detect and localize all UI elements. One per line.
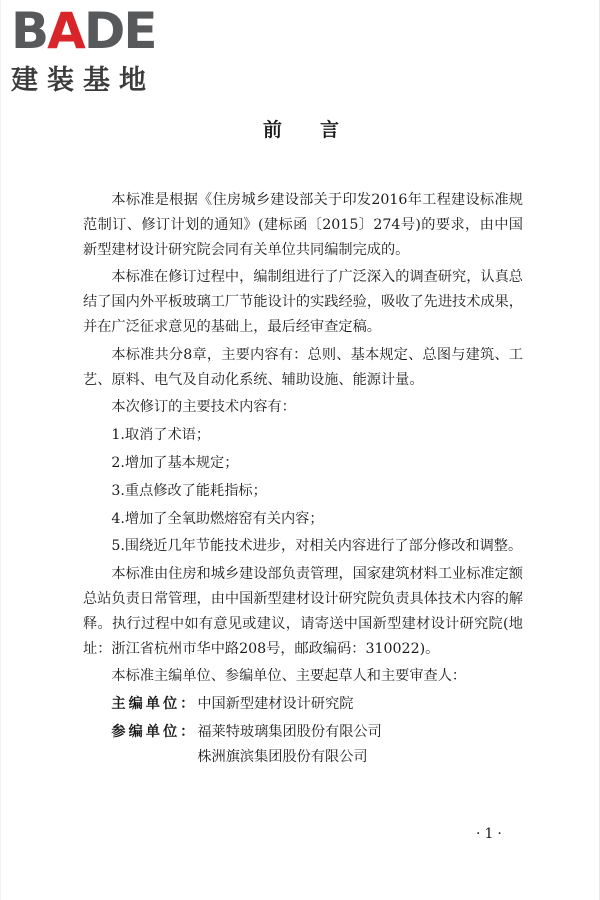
paragraph-process: 本标准在修订过程中，编制组进行了广泛深入的调查研究，认真总结了国内外平板玻璃工厂节能设计的实践经验，吸收了先进技术成果，并在广泛征求意见的基础上，最后经审查定稿。 xyxy=(83,269,523,335)
paragraph-contents: 本标准共分8章，主要内容有：总则、基本规定、总图与建筑、工艺、原料、电气及自动化系统、辅助设施、能源计量。 xyxy=(83,346,523,388)
participating-unit-1: 福莱特玻璃集团股份有限公司 xyxy=(197,723,382,740)
page-number: ·1· xyxy=(476,826,506,842)
logo-mark-accent: A xyxy=(47,2,84,60)
participating-units-values xyxy=(197,720,381,770)
revision-item-5: 5.围绕近几年节能技术进步，对相关内容进行了部分修改和调整。 xyxy=(111,538,523,555)
chief-unit-label: 主编单位： xyxy=(111,696,198,713)
revision-item-3: 3.重点修改了能耗指标； xyxy=(111,482,267,499)
chief-unit-row xyxy=(83,692,523,717)
logo-mark-suffix: DE xyxy=(83,2,156,60)
logo-subtitle: 建装基地 xyxy=(11,65,155,96)
logo-mark xyxy=(11,2,181,60)
revision-item-1: 1.取消了术语； xyxy=(111,427,211,444)
preface-body xyxy=(83,188,523,773)
revision-item-4: 4.增加了全氧助燃熔窑有关内容； xyxy=(111,510,324,527)
chief-unit-name: 中国新型建材设计研究院 xyxy=(197,696,354,713)
participating-units-label: 参编单位： xyxy=(111,723,198,740)
logo-mark-prefix: B xyxy=(11,2,48,60)
chief-unit-values xyxy=(197,692,353,717)
bade-logo xyxy=(11,2,181,97)
page-title: 前言 xyxy=(262,119,377,141)
paragraph-basis: 本标准是根据《住房城乡建设部关于印发2016年工程建设标准规范制订、修订计划的通知》(建标函〔2015〕274号)的要求，由中国新型建材设计研究院会同有关单位共同编制完成的。 xyxy=(83,192,523,258)
paragraph-management: 本标准由住房和城乡建设部负责管理，国家建筑材料工业标准定额总站负责日常管理，由中国新型建材设计研究院负责具体技术内容的解释。执行过程中如有意见或建议，请寄送中国新型建材设计研究院(地址：浙江省杭州市华中路208号，邮政编码：310022)。 xyxy=(83,566,523,657)
paragraph-revisions-intro: 本次修订的主要技术内容有： xyxy=(111,399,296,416)
revision-item-2: 2.增加了基本规定； xyxy=(111,454,239,471)
paragraph-units-intro: 本标准主编单位、参编单位、主要起草人和主要审查人： xyxy=(111,668,467,685)
participating-unit-2: 株洲旗滨集团股份有限公司 xyxy=(197,748,368,765)
participating-units-row xyxy=(83,720,523,770)
